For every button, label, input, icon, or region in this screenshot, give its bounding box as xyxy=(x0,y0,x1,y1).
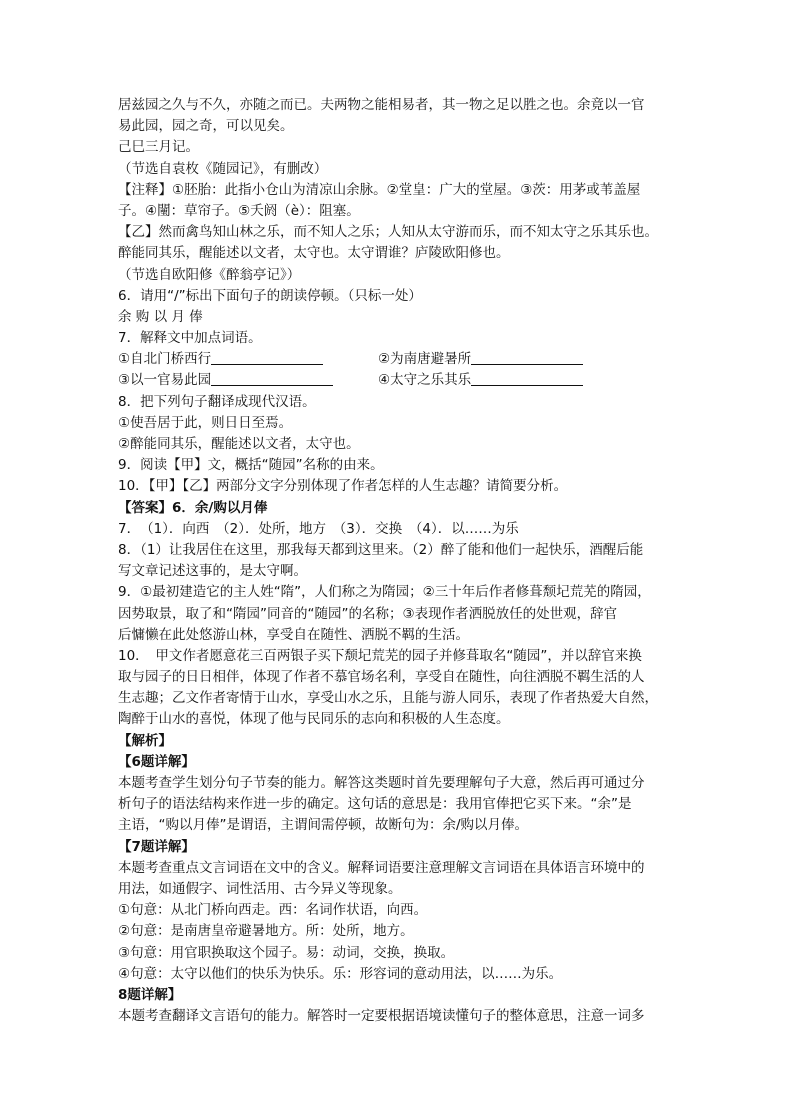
question-6: 6．请用“/”标出下面句子的朗读停顿。（只标一处） xyxy=(118,287,422,304)
passage-yi-source: （节选自欧阳修《醉翁亭记》） xyxy=(118,266,301,283)
answer-blank[interactable] xyxy=(211,371,333,386)
answer-line: 生志趣；乙文作者寄情于山水，享受山水之乐，且能与游人同乐，表现了作者热爱大自然， xyxy=(118,690,658,707)
q7-detail-title: 【7题详解】 xyxy=(118,838,195,855)
answer-line: 8．（1）让我居住在这里，那我每天都到这里来。（2）醉了能和他们一起快乐，酒醒后能 xyxy=(118,541,644,558)
passage-source: （节选自袁枚《随园记》，有删改） xyxy=(118,160,328,177)
question-7-row xyxy=(118,349,678,370)
answer-line: 9．①最初建造它的主人姓“隋”，人们称之为隋园；②三十年后作者修葺颓圮荒芜的隋园， xyxy=(118,584,651,601)
question-7-item: ②为南唐避暑所 xyxy=(378,349,583,370)
passage-yi-line: 醉能同其乐，醒能述以文者，太守也。太守谓谁？庐陵欧阳修也。 xyxy=(118,245,510,262)
question-7-item: ③以一官易此园 xyxy=(118,370,378,391)
answer-blank[interactable] xyxy=(471,371,583,386)
answer-line: 陶醉于山水的喜悦，体现了他与民同乐的志向和积极的人生态度。 xyxy=(118,711,510,728)
q7-detail-line: 本题考查重点文言词语在文中的含义。解释词语要注意理解文言词语在具体语言环境中的 xyxy=(118,859,645,876)
answer-line: 写文章记述这事的，是太守啊。 xyxy=(118,563,307,580)
q7-detail-line: ④句意：太守以他们的快乐为快乐。乐：形容词的意动用法，以……为乐。 xyxy=(118,965,563,982)
passage-date: 己巳三月记。 xyxy=(118,139,199,156)
question-9: 9．阅读【甲】文，概括“随园”名称的由来。 xyxy=(118,457,384,474)
question-7-row xyxy=(118,370,678,391)
answer-line: 7． （1）．向西 （2）．处所，地方 （3）．交换 （4）．以……为乐 xyxy=(118,520,519,537)
question-7-item: ①自北门桥西行 xyxy=(118,349,378,370)
answer-heading: 【答案】6．余/购以月俸 xyxy=(118,499,268,516)
q7-detail-line: ②句意：是南唐皇帝避暑地方。所：处所，地方。 xyxy=(118,923,414,940)
answer-blank[interactable] xyxy=(211,350,323,365)
document-page xyxy=(118,95,678,1027)
question-8-item: ①使吾居于此，则日日至焉。 xyxy=(118,414,293,431)
question-8-item: ②醉能同其乐，醒能述以文者，太守也。 xyxy=(118,436,360,452)
q7-detail-line: 用法，如通假字、词性活用、古今异义等现象。 xyxy=(118,880,402,897)
question-7: 7．解释文中加点词语。 xyxy=(118,330,262,347)
question-6-sentence: 余 购 以 月 俸 xyxy=(118,308,203,325)
answer-line: 后慵懒在此处悠游山林，享受自在随性、洒脱不羁的生活。 xyxy=(118,626,469,643)
answer-line: 因势取景，取了和“隋园”同音的“随园”的名称；③表现作者洒脱放任的处世观，辞官 xyxy=(118,605,618,622)
q6-detail-line: 主语，“购以月俸”是谓语，主谓间需停顿，故断句为：余/购以月俸。 xyxy=(118,817,529,834)
question-10: 10．【甲】【乙】两部分文字分别体现了作者怎样的人生志趣？请简要分析。 xyxy=(118,478,568,495)
answer-line: 10． 甲文作者愿意花三百两银子买下颓圮荒芜的园子并修葺取名“随园”，并以辞官来换 xyxy=(118,647,642,664)
q6-detail-title: 【6题详解】 xyxy=(118,753,195,770)
q8-detail-title: 8题详解】 xyxy=(118,986,182,1003)
notes-line: 【注释】①胚胎：此指小仓山为清凉山余脉。②堂皇：广大的堂屋。③茨：用茅或苇盖屋 xyxy=(118,181,641,198)
analysis-heading: 【解析】 xyxy=(118,732,172,749)
q6-detail-line: 本题考查学生划分句子节奏的能力。解答这类题时首先要理解句子大意，然后再可通过分 xyxy=(118,775,645,791)
passage-yi-line: 【乙】然而禽鸟知山林之乐，而不知人之乐；人知从太守游而乐，而不知太守之乐其乐也。 xyxy=(118,224,658,241)
answer-line: 取与园子的日日相伴，体现了作者不慕官场名利，享受自在随性，向往洒脱不羁生活的人 xyxy=(118,669,645,686)
q7-detail-line: ③句意：用官职换取这个园子。易：动词，交换，换取。 xyxy=(118,944,455,961)
q8-detail-line: 本题考查翻译文言语句的能力。解答时一定要根据语境读懂句子的整体意思，注意一词多 xyxy=(118,1008,645,1025)
question-8: 8．把下列句子翻译成现代汉语。 xyxy=(118,393,316,410)
q6-detail-line: 析句子的语法结构来作进一步的确定。这句话的意思是：我用官俸把它买下来。“余”是 xyxy=(118,796,632,813)
passage-line: 居兹园之久与不久，亦随之而已。夫两物之能相易者，其一物之足以胜之也。余竟以一官 xyxy=(118,97,645,113)
passage-line: 易此园，园之奇，可以见矣。 xyxy=(118,118,294,135)
question-7-item: ④太守之乐其乐 xyxy=(378,370,583,391)
notes-line: 子。④闉：草帘子。⑤夭阏（è）：阻塞。 xyxy=(118,202,360,219)
answer-blank[interactable] xyxy=(471,350,583,365)
q7-detail-line: ①句意：从北门桥向西走。西：名词作状语，向西。 xyxy=(118,902,428,919)
